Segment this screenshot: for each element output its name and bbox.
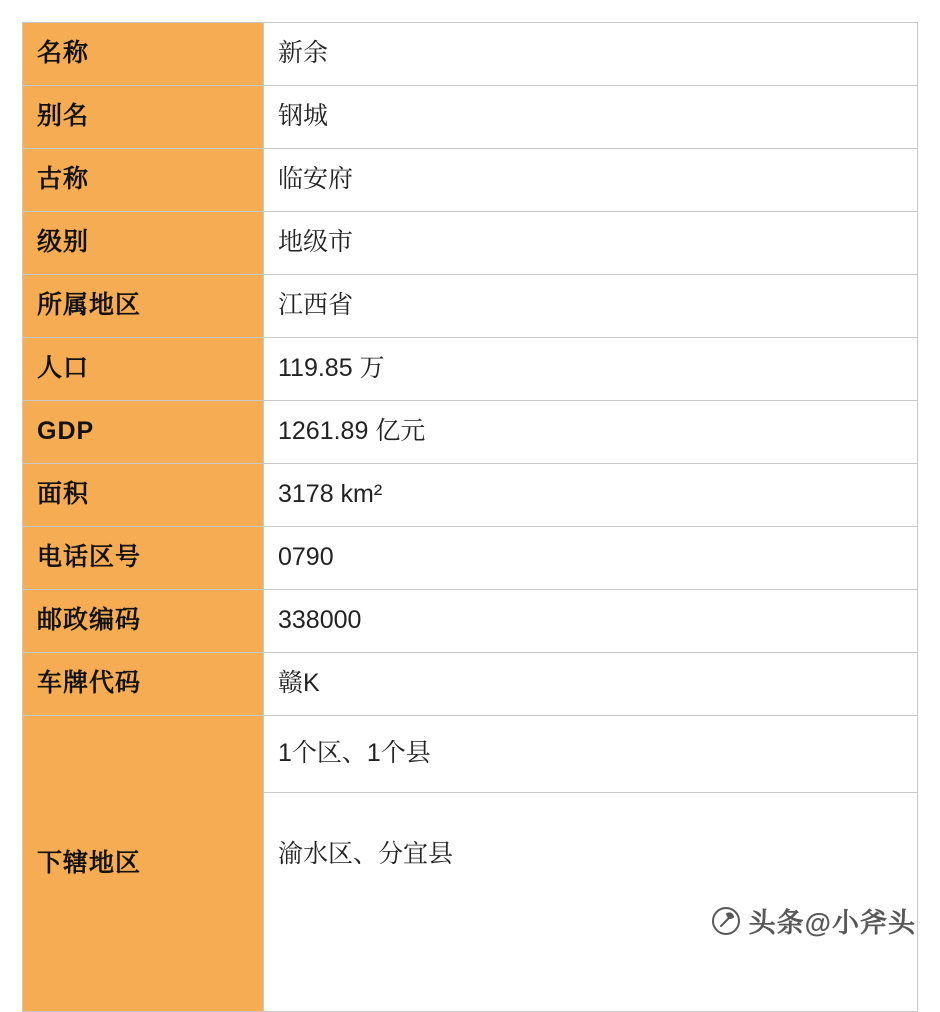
row-label-area: 面积 — [23, 464, 264, 527]
table-row — [23, 401, 918, 464]
row-value-postal-code: 338000 — [264, 590, 918, 653]
row-label-area-code: 电话区号 — [23, 527, 264, 590]
city-info-table — [22, 22, 918, 1012]
table-body — [23, 23, 918, 1012]
row-label-region: 所属地区 — [23, 275, 264, 338]
table-row — [23, 275, 918, 338]
table-row — [23, 149, 918, 212]
row-label-population: 人口 — [23, 338, 264, 401]
row-value-area-code: 0790 — [264, 527, 918, 590]
table-row — [23, 527, 918, 590]
table-row — [23, 86, 918, 149]
row-value-ancient-name: 临安府 — [264, 149, 918, 212]
row-value-gdp: 1261.89 亿元 — [264, 401, 918, 464]
table-row — [23, 590, 918, 653]
row-value-alias: 钢城 — [264, 86, 918, 149]
city-info-sheet — [22, 22, 918, 1012]
table-row — [23, 338, 918, 401]
row-label-name: 名称 — [23, 23, 264, 86]
row-label-ancient-name: 古称 — [23, 149, 264, 212]
row-value-name: 新余 — [264, 23, 918, 86]
row-label-districts: 下辖地区 — [23, 716, 264, 1012]
watermark — [711, 901, 916, 940]
table-row — [23, 23, 918, 86]
table-row — [23, 653, 918, 716]
row-label-gdp: GDP — [23, 401, 264, 464]
table-row-districts-count — [23, 716, 918, 793]
row-value-districts-list: 渝水区、分宜县 — [264, 793, 918, 1012]
row-label-alias: 别名 — [23, 86, 264, 149]
row-value-plate-code: 赣K — [264, 653, 918, 716]
watermark-text: 头条@小斧头 — [748, 908, 916, 938]
row-label-level: 级别 — [23, 212, 264, 275]
row-label-plate-code: 车牌代码 — [23, 653, 264, 716]
row-label-postal-code: 邮政编码 — [23, 590, 264, 653]
row-value-area: 3178 km² — [264, 464, 918, 527]
axe-logo-icon — [711, 906, 741, 936]
row-value-districts-count: 1个区、1个县 — [264, 716, 918, 793]
row-value-population: 119.85 万 — [264, 338, 918, 401]
row-value-region: 江西省 — [264, 275, 918, 338]
table-row — [23, 464, 918, 527]
row-value-level: 地级市 — [264, 212, 918, 275]
table-row — [23, 212, 918, 275]
